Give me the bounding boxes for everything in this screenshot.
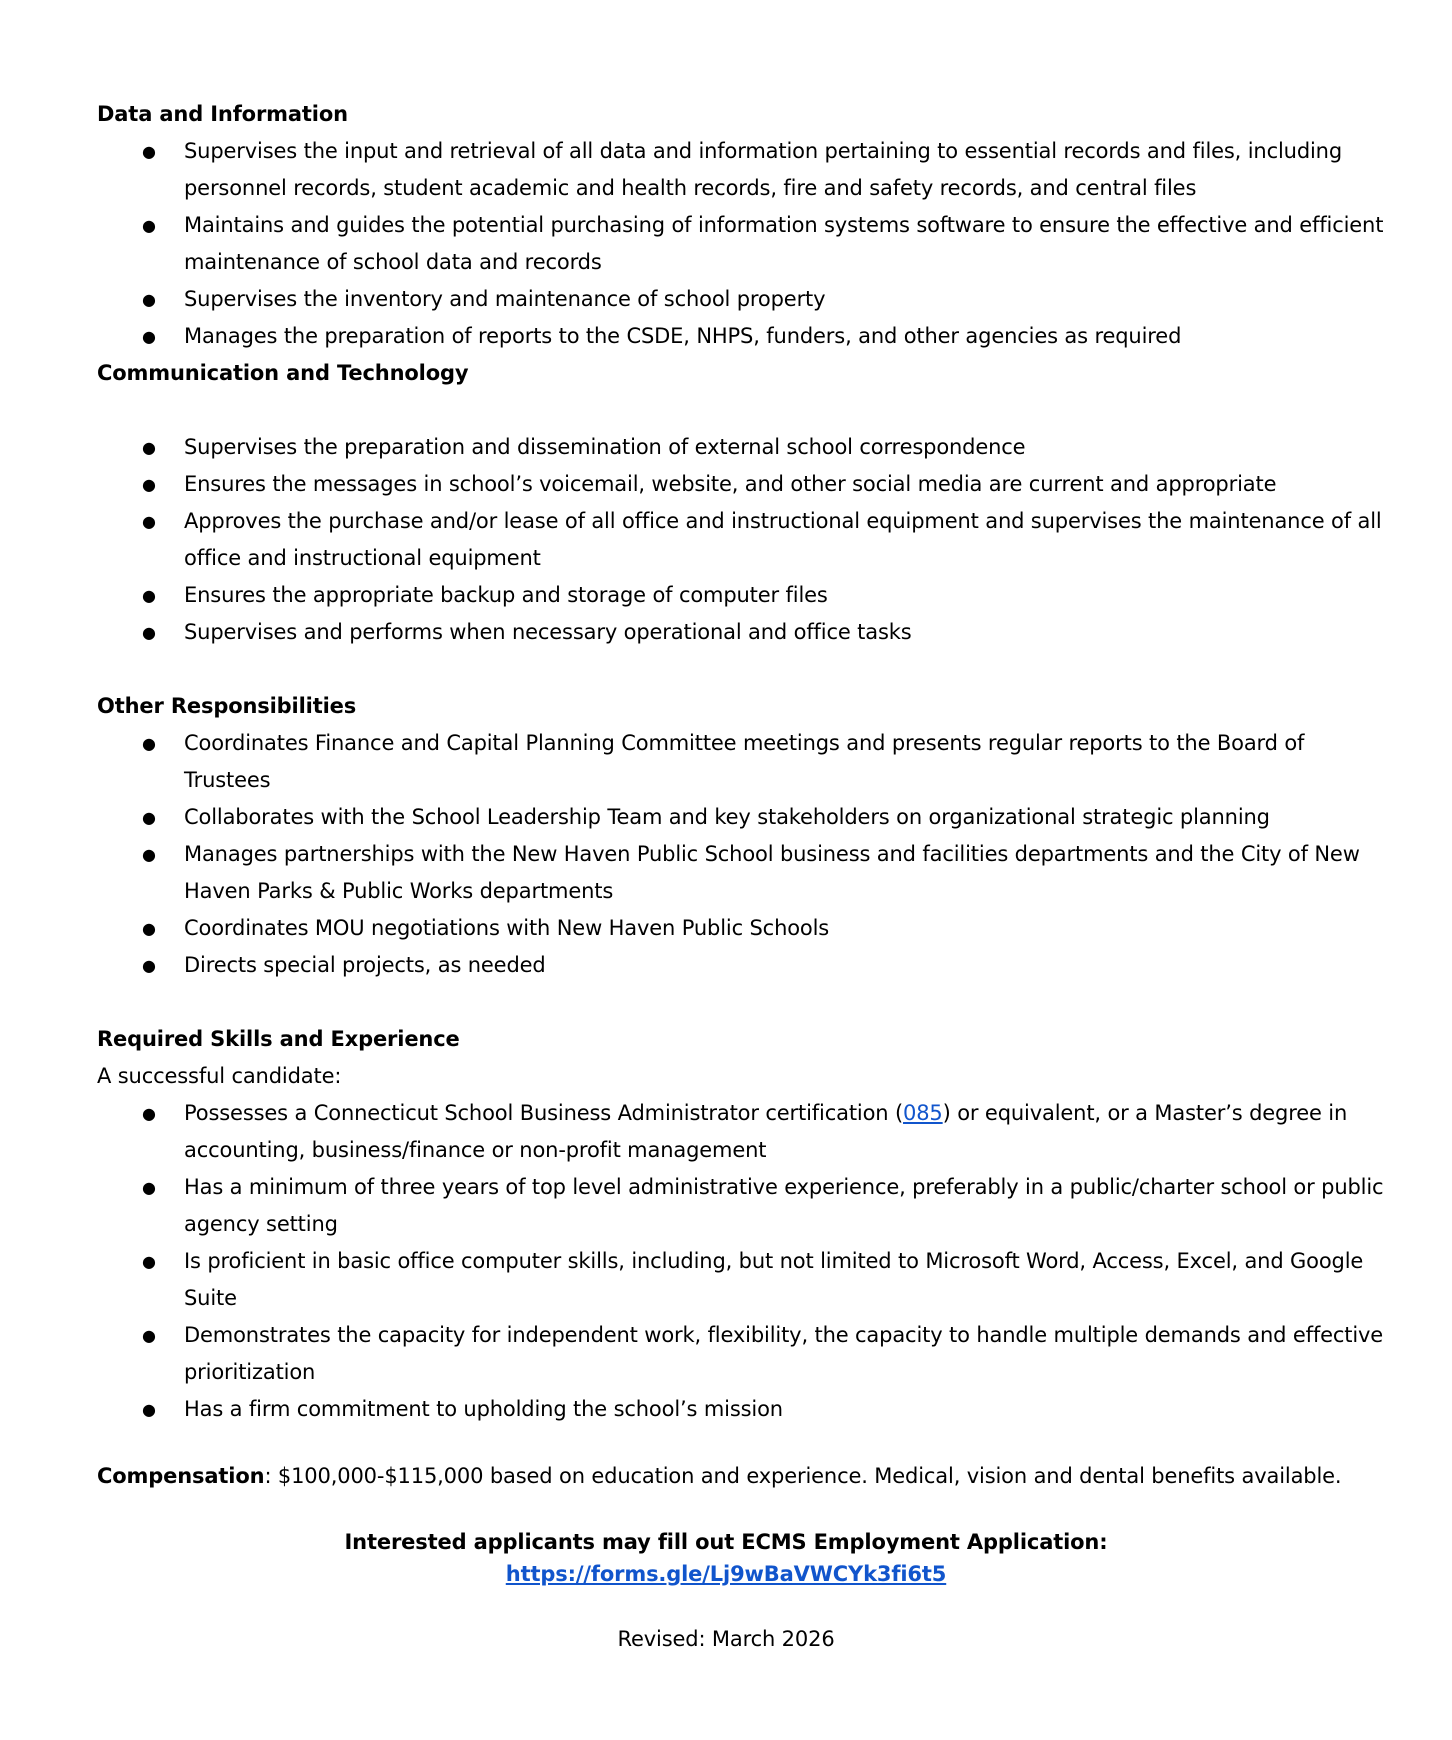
spacer [97,1590,1412,1621]
list-item: ● Manages partnerships with the New Haven Public School business and facilities departments and the City of New Haven Parks & Public Works departments [97,836,1387,910]
list-item: ● Collaborates with the School Leadership Team and key stakeholders on organizational strategic planning [97,799,1387,836]
list-item: ● Supervises the input and retrieval of all data and information pertaining to essential records and files, including personnel records, student academic and health records, fire and safety records, and central files [97,133,1387,207]
spacer [97,984,1412,1021]
list-item: ● Directs special projects, as needed [97,947,1387,984]
list-item: ● Supervises the preparation and dissemination of external school correspondence [97,429,1387,466]
list-item: ● Ensures the appropriate backup and storage of computer files [97,577,1387,614]
application-form-link[interactable]: https://forms.gle/Lj9wBaVWCYk3fi6t5 [505,1562,947,1586]
certification-085-link[interactable]: 085 [903,1101,943,1125]
revised-date: Revised: March 2026 [617,1627,835,1651]
data-information-list [97,133,1412,355]
bullet-icon: ● [142,1326,156,1345]
bullet-icon: ● [142,734,156,753]
list-item: ● Supervises the inventory and maintenance of school property [97,281,1387,318]
bullet-icon: ● [142,216,156,235]
bullet-icon: ● [142,919,156,938]
list-item: ● Ensures the messages in school’s voicemail, website, and other social media are current and appropriate [97,466,1387,503]
compensation-line [97,1458,1412,1495]
section-heading-other-responsibilities: Other Responsibilities [97,694,357,718]
list-item: ● Has a minimum of three years of top level administrative experience, preferably in a public/charter school or public agency setting [97,1169,1387,1243]
list-item: ● Is proficient in basic office computer skills, including, but not limited to Microsoft Word, Access, Excel, and Google Suite [97,1243,1387,1317]
list-item: ● Maintains and guides the potential purchasing of information systems software to ensure the effective and efficient maintenance of school data and records [97,207,1387,281]
compensation-label: Compensation [97,1464,265,1488]
bullet-icon: ● [142,327,156,346]
list-item: ● Coordinates Finance and Capital Planning Committee meetings and presents regular reports to the Board of Trustees [97,725,1387,799]
spacer [97,392,1412,429]
application-link-line [97,1558,1355,1590]
bullet-icon: ● [142,586,156,605]
bullet-icon: ● [142,623,156,642]
section-heading-data-information: Data and Information [97,102,348,126]
skills-intro: A successful candidate: [97,1064,342,1088]
other-responsibilities-list [97,725,1412,984]
communication-technology-list [97,429,1412,651]
bullet-icon: ● [142,438,156,457]
spacer [97,1495,1412,1526]
list-item: ● Possesses a Connecticut School Business Administrator certification (085) or equivalent, or a Master’s degree in accounting, business/finance or non-profit management [97,1095,1387,1169]
list-item: ● Manages the preparation of reports to the CSDE, NHPS, funders, and other agencies as required [97,318,1387,355]
bullet-icon: ● [142,956,156,975]
required-skills-list [97,1095,1412,1428]
bullet-icon: ● [142,845,156,864]
bullet-icon: ● [142,1178,156,1197]
section-heading-communication-technology: Communication and Technology [97,361,469,385]
list-item: ● Coordinates MOU negotiations with New Haven Public Schools [97,910,1387,947]
bullet-icon: ● [142,1252,156,1271]
list-item: ● Approves the purchase and/or lease of all office and instructional equipment and supervises the maintenance of all office and instructional equipment [97,503,1387,577]
bullet-icon: ● [142,1104,156,1123]
spacer [97,651,1412,688]
section-heading-required-skills: Required Skills and Experience [97,1027,460,1051]
bullet-icon: ● [142,1400,156,1419]
bullet-icon: ● [142,290,156,309]
bullet-icon: ● [142,808,156,827]
bullet-icon: ● [142,475,156,494]
list-item: ● Supervises and performs when necessary operational and office tasks [97,614,1387,651]
compensation-text: : $100,000-$115,000 based on education and experience. Medical, vision and dental benefits available. [264,1464,1342,1488]
bullet-icon: ● [142,142,156,161]
list-item: ● Demonstrates the capacity for independent work, flexibility, the capacity to handle multiple demands and effective prioritization [97,1317,1387,1391]
application-instruction: Interested applicants may fill out ECMS Employment Application: [344,1530,1108,1554]
list-item: ● Has a firm commitment to upholding the school’s mission [97,1391,1387,1428]
bullet-icon: ● [142,512,156,531]
spacer [97,1428,1412,1458]
